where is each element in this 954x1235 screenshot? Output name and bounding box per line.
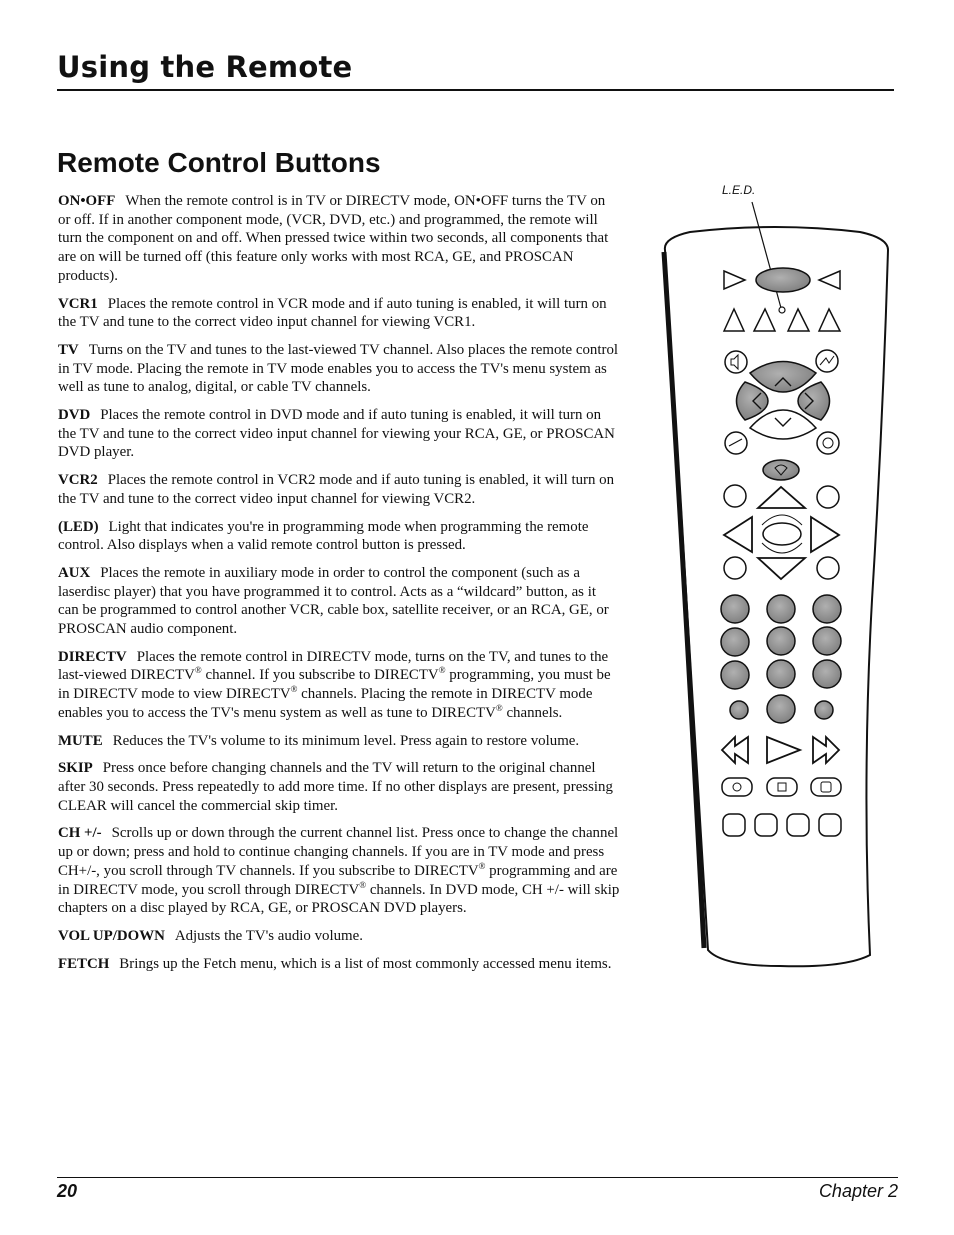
footer-rule (57, 1177, 898, 1178)
entry-skip (58, 759, 620, 815)
entry-text: channels. (502, 704, 563, 721)
button-descriptions (58, 192, 620, 982)
entry-term: DVD (58, 407, 91, 424)
entry-term: VOL UP/DOWN (58, 927, 165, 944)
remote-guide-button (763, 460, 799, 480)
chapter-label: Chapter 2 (818, 1181, 898, 1201)
page-header-title: Using the Remote (57, 50, 353, 84)
entry-text: programming and are in DIRECTV mode, you scroll through DIRECTV (58, 862, 618, 898)
entry-term: (LED) (58, 518, 99, 535)
entry-text: Light that indicates you're in programming mode when programming the remote control. Also displays when a valid remote control button is pressed. (58, 518, 589, 554)
entry-text: Brings up the Fetch menu, which is a list of most commonly accessed menu items. (119, 955, 612, 972)
registered-mark: ® (495, 702, 503, 713)
entry-vol (58, 927, 620, 946)
led-callout-label: L.E.D. (722, 183, 756, 197)
remote-number-button (813, 627, 841, 655)
remote-number-button (813, 660, 841, 688)
entry-text: When the remote control is in TV or DIRECTV mode, ON•OFF turns the TV on or off. If in another component mode, (VCR, DVD, etc.) and programmed, the remote will turn the component on and off. When pressed twice within two seconds, all components that are on will be turned off (this feature only works with most RCA, GE, and PROSCAN products). (58, 193, 609, 284)
entry-term: DIRECTV (58, 648, 127, 665)
registered-mark: ® (359, 879, 367, 890)
entry-text: Scrolls up or down through the current channel list. Press once to change the channel up or down; press and hold to continue changing channels. If you are in TV mode and press CH+/-, you scroll through TV channels. If you subscribe to DIRECTV (58, 825, 619, 879)
entry-text: Reduces the TV's volume to its minimum level. Press again to restore volume. (112, 732, 580, 749)
remote-antenna-button (815, 701, 833, 719)
registered-mark: ® (194, 665, 202, 676)
entry-text: Places the remote control in VCR mode and if auto tuning is enabled, it will turn on the TV and tune to the correct video input channel for viewing VCR1. (58, 295, 607, 331)
entry-text: channels. Placing the remote in DIRECTV mode enables you to access the TV's menu system as well as tune to DIRECTV (58, 686, 593, 721)
entry-text: Turns on the TV and tunes to the last-viewed TV channel. Also places the remote control in TV mode. Placing the remote in TV mode enables you to access the TV's menu system as well as tune to analog, digital, or cable TV channels. (58, 341, 619, 396)
remote-number-button (721, 628, 749, 656)
entry-vcr2 (58, 471, 620, 508)
remote-number-button (767, 660, 795, 688)
registered-mark: ® (438, 665, 446, 676)
entry-mute (58, 732, 620, 751)
entry-term: SKIP (58, 760, 93, 777)
entry-directv (58, 648, 620, 723)
registered-mark: ® (290, 684, 298, 695)
remote-input-button (730, 701, 748, 719)
led-indicator (779, 307, 785, 313)
entry-term: TV (58, 341, 79, 358)
entry-text: Adjusts the TV's audio volume. (174, 927, 363, 944)
entry-term: ON•OFF (58, 193, 116, 209)
entry-text: Places the remote control in DVD mode and if auto tuning is enabled, it will turn on the TV and tune to the correct video input channel for viewing your RCA, GE, or PROSCAN DVD player. (58, 407, 615, 461)
registered-mark: ® (478, 860, 486, 871)
entry-fetch (58, 955, 620, 974)
remote-number-button (721, 661, 749, 689)
remote-on-off-button (756, 268, 810, 292)
entry-dvd (58, 406, 620, 462)
entry-term: VCR2 (58, 472, 98, 489)
remote-number-button (767, 695, 795, 723)
remote-control-illustration (640, 180, 890, 980)
entry-term: FETCH (58, 955, 110, 972)
entry-tv (58, 341, 620, 397)
remote-number-button (813, 595, 841, 623)
entry-term: VCR1 (58, 295, 98, 312)
entry-led (58, 518, 620, 555)
entry-text: programming, you must be in DIRECTV mode to view DIRECTV (58, 667, 611, 703)
entry-text: Places the remote in auxiliary mode in order to control the component (such as a laserdisc player) that you have programmed it to control. Acts as a “wildcard” button, as it can be programmed to control another VCR, cable box, satellite receiver, or an RCA, GE, or PROSCAN audio component. (58, 564, 609, 638)
remote-number-button (767, 595, 795, 623)
entry-ch (58, 824, 620, 918)
entry-term: CH +/- (58, 825, 102, 842)
entry-text: channels. In DVD mode, CH +/- will skip chapters on a disc played by RCA, GE, or PROSCAN DVD players. (58, 881, 620, 917)
header-rule (57, 89, 894, 91)
page-number: 20 (57, 1181, 78, 1201)
entry-text: Places the remote control in VCR2 mode and if auto tuning is enabled, it will turn on the TV and tune to the correct video input channel for viewing VCR2. (58, 472, 615, 507)
remote-number-button (721, 595, 749, 623)
entry-vcr1 (58, 295, 620, 332)
section-title: Remote Control Buttons (57, 147, 381, 178)
entry-text: Places the remote control in DIRECTV mode, turns on the TV, and tunes to the last-viewed DIRECTV (58, 648, 609, 684)
entry-term: AUX (58, 564, 91, 581)
entry-aux (58, 564, 620, 639)
entry-term: MUTE (58, 732, 103, 749)
entry-text: channel. If you subscribe to DIRECTV (201, 667, 439, 684)
entry-text: Press once before changing channels and the TV will return to the original channel after 30 seconds. Press repeatedly to add more time. If no other displays are present, pressing CLEAR will cancel the commercial skip timer. (58, 760, 613, 814)
remote-number-button (767, 627, 795, 655)
entry-on-off (58, 192, 620, 286)
